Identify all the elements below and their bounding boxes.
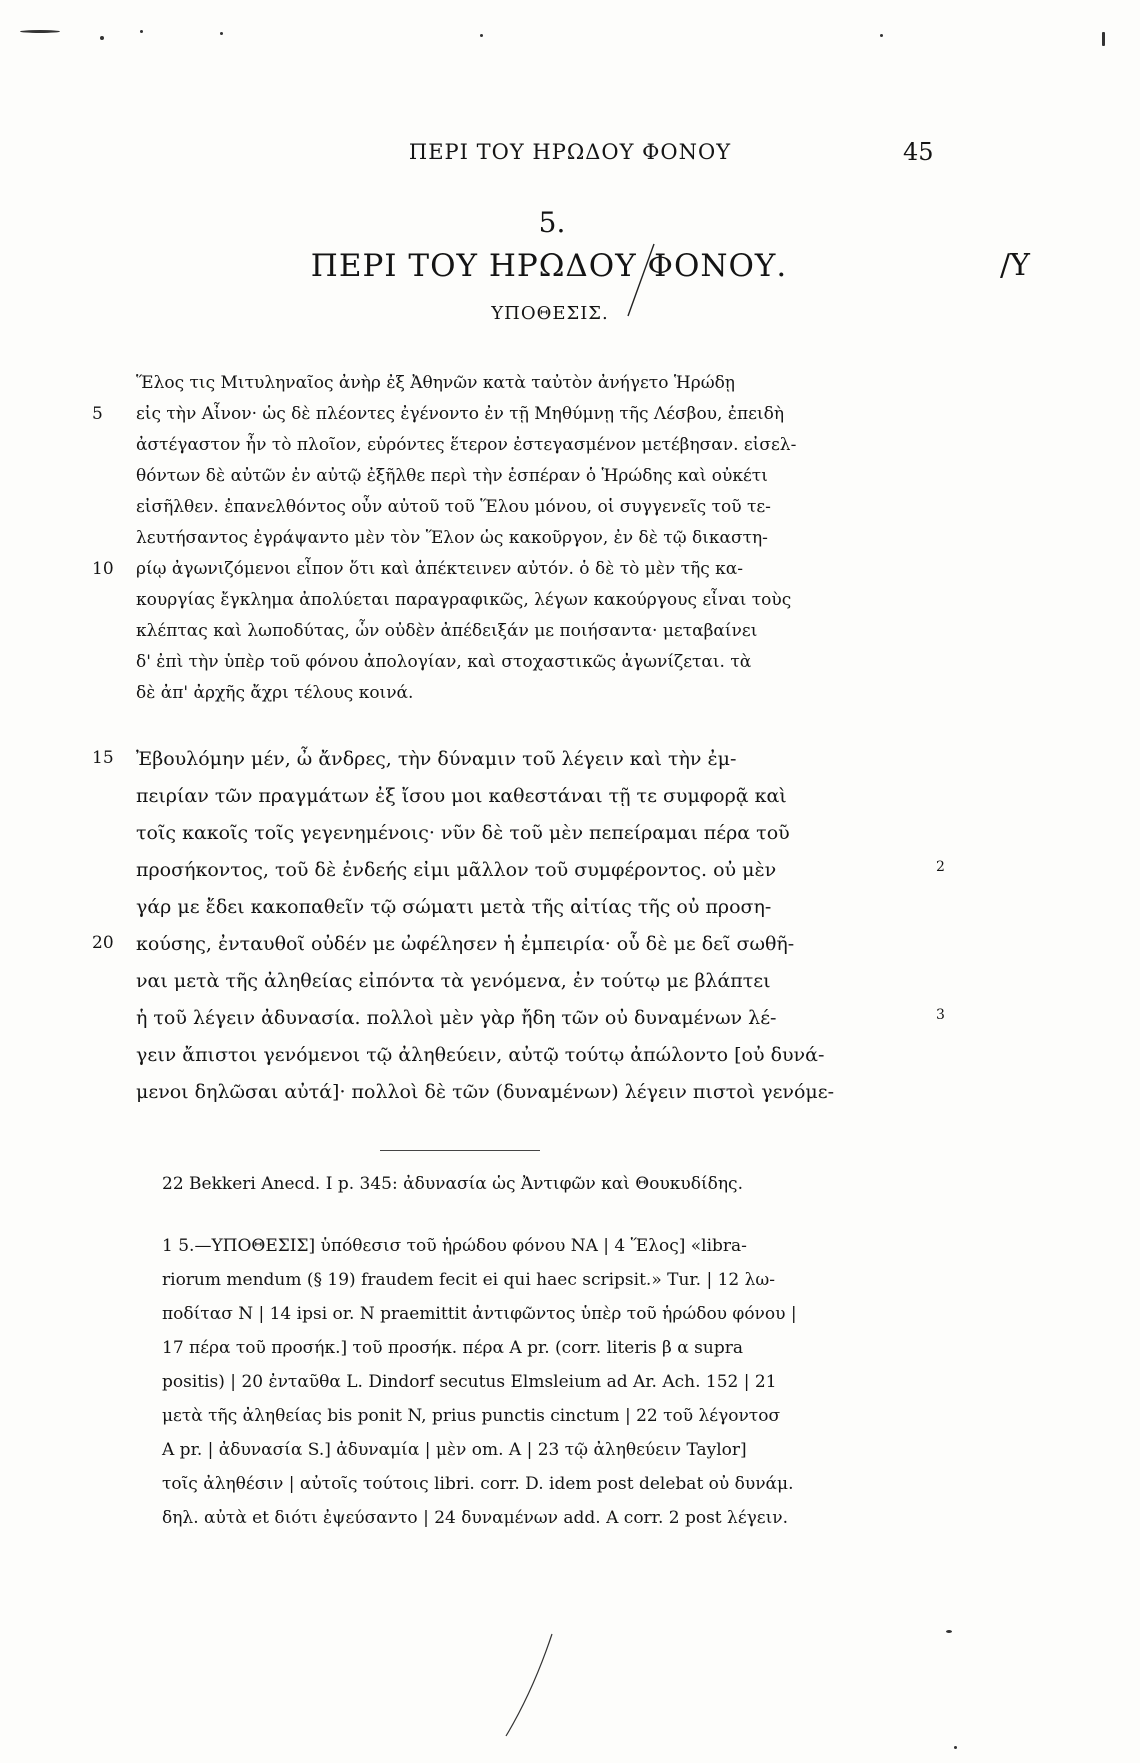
argument-line: κλέπτας καὶ λωποδύτας, ὧν οὐδὲν ἀπέδειξάν με ποιήσαντα· μεταβαίνει (136, 621, 758, 641)
hypothesis-title: ΥΠΟΘΕΣΙΣ. (491, 303, 609, 324)
scan-speck (480, 34, 483, 37)
argument-line: εἰς τὴν Αἶνον· ὡς δὲ πλέοντες ἐγένοντο ἐν τῇ Μηθύμνῃ τῆς Λέσβου, ἐπειδὴ (136, 404, 785, 424)
speech-line: μενοι δηλῶσαι αὐτά]· πολλοὶ δὲ τῶν (δυναμένων) λέγειν πιστοὶ γενόμε- (136, 1081, 835, 1103)
speech-line: Ἐβουλόμην μέν, ὦ ἄνδρες, τὴν δύναμιν τοῦ λέγειν καὶ τὴν ἐμ- (136, 748, 737, 770)
apparatus-line: ποδίτασ N | 14 ipsi or. N praemittit ἀντιφῶντος ὑπὲρ τοῦ ἡρώδου φόνου | (162, 1304, 797, 1324)
testimonium-line: 22 Bekkeri Anecd. I p. 345: ἀδυνασία ὡς Ἀντιφῶν καὶ Θουκυδίδης. (162, 1174, 743, 1194)
paragraph-number: 2 (936, 859, 945, 875)
speech-line: γάρ με ἔδει κακοπαθεῖν τῷ σώματι μετὰ τῆς αἰτίας τῆς οὐ προση- (136, 896, 772, 918)
running-title: ΠΕΡΙ ΤΟΥ ΗΡΩΔΟΥ ΦΟΝΟΥ (408, 140, 732, 164)
line-number: 5 (92, 404, 103, 424)
speech-line: ἡ τοῦ λέγειν ἀδυνασία. πολλοὶ μὲν γὰρ ἤδη τῶν οὐ δυναμένων λέ- (136, 1007, 777, 1029)
apparatus-line: τοῖς ἀληθέσιν | αὐτοῖς τούτοις libri. corr. D. idem post delebat οὐ δυνάμ. (162, 1474, 794, 1494)
pen-stroke (500, 1630, 560, 1740)
speech-line: ναι μετὰ τῆς ἀληθείας εἰπόντα τὰ γενόμενα, ἐν τούτῳ με βλάπτει (136, 970, 771, 992)
line-number: 10 (92, 559, 114, 579)
line-number: 15 (92, 748, 114, 768)
argument-line: δὲ ἀπ' ἀρχῆς ἄχρι τέλους κοινά. (136, 683, 414, 703)
section-number: 5. (538, 206, 566, 239)
argument-line: θόντων δὲ αὐτῶν ἐν αὐτῷ ἐξῆλθε περὶ τὴν ἑσπέραν ὁ Ἡρώδης καὶ οὐκέτι (136, 466, 768, 486)
argument-line: δ' ἐπὶ τὴν ὑπὲρ τοῦ φόνου ἀπολογίαν, καὶ στοχαστικῶς ἀγωνίζεται. τὰ (136, 652, 752, 672)
apparatus-line: 17 πέρα τοῦ προσήκ.] τοῦ προσήκ. πέρα A pr. (corr. literis β α supra (162, 1338, 743, 1358)
apparatus-line: δηλ. αὐτὰ et διότι ἐψεύσαντο | 24 δυναμένων add. A corr. 2 post λέγειν. (162, 1508, 788, 1528)
scan-speck (946, 1630, 952, 1633)
argument-line: λευτήσαντος ἐγράψαντο μὲν τὸν Ἕλον ὡς κακοῦργον, ἐν δὲ τῷ δικαστη- (136, 528, 768, 548)
scan-speck (100, 36, 104, 40)
line-number: 20 (92, 933, 114, 953)
scan-speck (1102, 32, 1105, 46)
margin-annotation: /Υ (1000, 248, 1030, 283)
separator-rule (380, 1150, 540, 1151)
pen-stroke (620, 240, 660, 320)
apparatus-line: μετὰ τῆς ἀληθείας bis ponit N, prius punctis cinctum | 22 τοῦ λέγοντοσ (162, 1406, 781, 1426)
speech-line: πειρίαν τῶν πραγμάτων ἐξ ἴσου μοι καθεστάναι τῇ τε συμφορᾷ καὶ (136, 785, 787, 807)
scan-speck (954, 1746, 957, 1749)
argument-line: εἰσῆλθεν. ἐπανελθόντος οὖν αὐτοῦ τοῦ Ἕλου μόνου, οἱ συγγενεῖς τοῦ τε- (136, 497, 771, 517)
speech-line: γειν ἄπιστοι γενόμενοι τῷ ἀληθεύειν, αὐτῷ τούτῳ ἀπώλοντο [οὐ δυνά- (136, 1044, 825, 1066)
scan-speck (20, 30, 60, 33)
chapter-title: ΠΕΡΙ ΤΟΥ ΗΡΩΔΟΥ ΦΟΝΟΥ. (310, 248, 788, 284)
apparatus-line: riorum mendum (§ 19) fraudem fecit ei qui haec scripsit.» Tur. | 12 λω- (162, 1270, 776, 1290)
speech-line: κούσης, ἐνταυθοῖ οὐδέν με ὠφέλησεν ἡ ἐμπειρία· οὗ δὲ με δεῖ σωθῆ- (136, 933, 795, 955)
speech-line: προσήκοντος, τοῦ δὲ ἐνδεής εἰμι μᾶλλον τοῦ συμφέροντος. οὐ μὲν (136, 859, 777, 881)
apparatus-line: 1 5.—ΥΠΟΘΕΣΙΣ] ὑπόθεσισ τοῦ ἡρώδου φόνου NA | 4 Ἕλος] «libra- (162, 1236, 747, 1256)
argument-line: ἀστέγαστον ἦν τὸ πλοῖον, εὑρόντες ἕτερον ἐστεγασμένον μετέβησαν. εἰσελ- (136, 435, 797, 455)
scan-speck (880, 34, 883, 37)
apparatus-line: positis) | 20 ἐνταῦθα L. Dindorf secutus Elmsleium ad Ar. Ach. 152 | 21 (162, 1372, 777, 1392)
apparatus-line: A pr. | ἀδυνασία S.] ἀδυναμία | μὲν om. A | 23 τῷ ἀληθεύειν Taylor] (162, 1440, 747, 1460)
scan-speck (140, 30, 143, 33)
argument-line: ρίῳ ἀγωνιζόμενοι εἶπον ὅτι καὶ ἀπέκτεινεν αὐτόν. ὁ δὲ τὸ μὲν τῆς κα- (136, 559, 744, 579)
speech-line: τοῖς κακοῖς τοῖς γεγενημένοις· νῦν δὲ τοῦ μὲν πεπείραμαι πέρα τοῦ (136, 822, 790, 844)
argument-line: Ἕλος τις Μιτυληναῖος ἀνὴρ ἐξ Ἀθηνῶν κατὰ ταὐτὸν ἀνήγετο Ἡρώδῃ (136, 373, 735, 393)
paragraph-number: 3 (936, 1007, 945, 1023)
scan-speck (220, 32, 223, 35)
page-number: 45 (903, 138, 934, 166)
argument-line: κουργίας ἔγκλημα ἀπολύεται παραγραφικῶς, λέγων κακούργους εἶναι τοὺς (136, 590, 792, 610)
